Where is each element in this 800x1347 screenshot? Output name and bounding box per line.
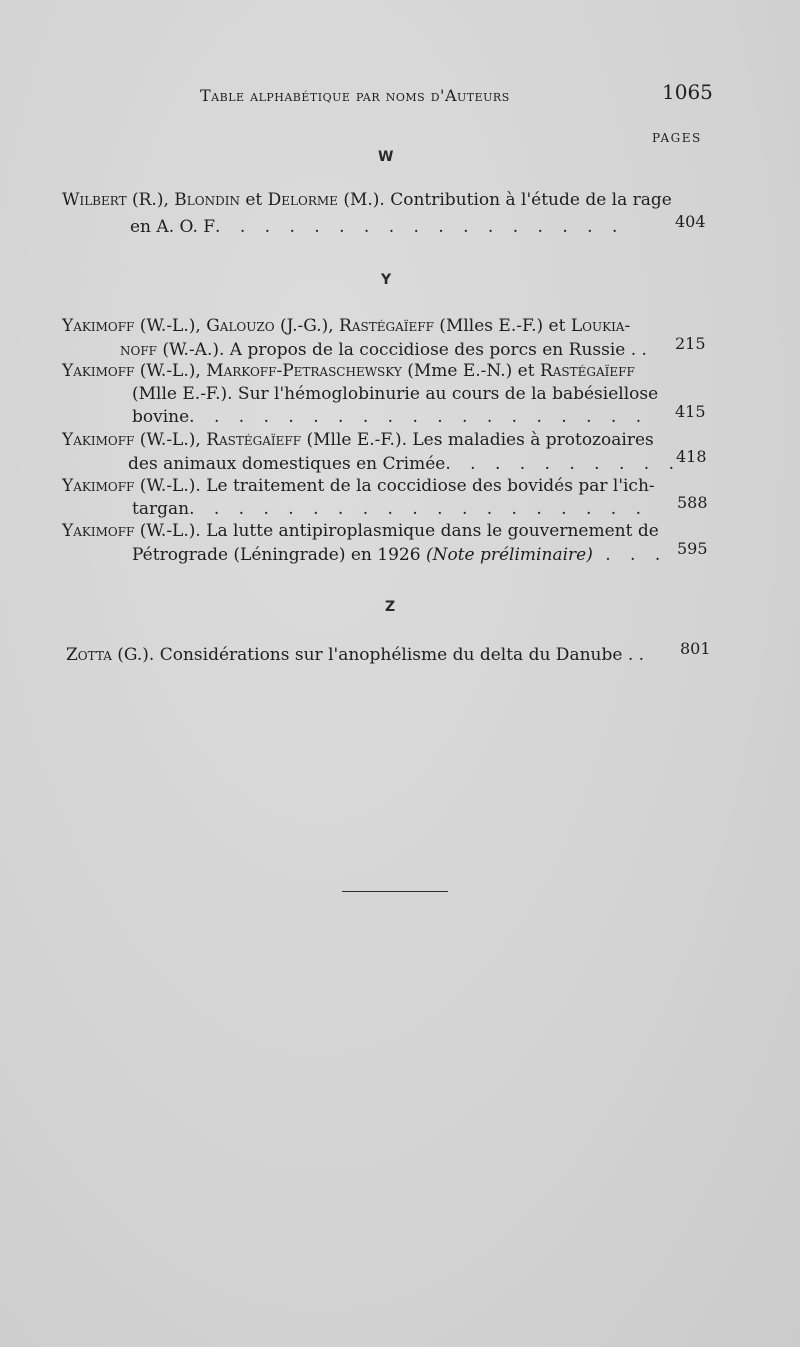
- entry-wilbert-line-1: Wilbert (R.), Blondin et Delorme (M.). Contribution à l'étude de la rage: [62, 190, 672, 210]
- entry-yakimoff-1-page: 215: [675, 334, 706, 353]
- entry-yakimoff-2-line-1: Yakimoff (W.-L.), Markoff-Petraschewsky (Mme E.-N.) et Rastégaïeff: [62, 361, 635, 381]
- page-number: 1065: [662, 80, 713, 104]
- entry-wilbert-page: 404: [675, 212, 706, 231]
- entry-yakimoff-2-page: 415: [675, 402, 706, 421]
- section-letter-z: Z: [385, 599, 396, 615]
- entry-zotta-line-1: Zotta (G.). Considérations sur l'anophélisme du delta du Danube . .: [66, 645, 645, 665]
- section-letter-w: W: [378, 149, 394, 165]
- entry-yakimoff-1-line-1: Yakimoff (W.-L.), Galouzo (J.-G.), Rastégaïeff (Mlles E.-F.) et Loukia-: [62, 316, 631, 336]
- entry-yakimoff-4-line-2: targan. . . . . . . . . . . . . . . . . . .: [132, 499, 649, 519]
- end-rule: [342, 891, 448, 892]
- entry-yakimoff-3-page: 418: [676, 447, 707, 466]
- entry-yakimoff-4-line-1: Yakimoff (W.-L.). Le traitement de la coccidiose des bovidés par l'ich-: [62, 476, 655, 496]
- entry-yakimoff-4-page: 588: [677, 493, 708, 512]
- entry-yakimoff-3-line-2: des animaux domestiques en Crimée. . . . . . . . . .: [128, 454, 682, 474]
- section-letter-y: Y: [381, 272, 392, 288]
- entry-zotta-page: 801: [680, 639, 711, 658]
- entry-wilbert-line-2: en A. O. F. . . . . . . . . . . . . . . . .: [130, 217, 625, 237]
- entry-yakimoff-5-line-1: Yakimoff (W.-L.). La lutte antipiroplasmique dans le gouvernement de: [62, 521, 659, 541]
- entry-yakimoff-2-line-2: (Mlle E.-F.). Sur l'hémoglobinurie au cours de la babésiellose: [132, 384, 659, 404]
- entry-yakimoff-2-line-3: bovine. . . . . . . . . . . . . . . . . . .: [132, 407, 649, 427]
- entry-yakimoff-3-line-1: Yakimoff (W.-L.), Rastégaïeff (Mlle E.-F.). Les maladies à protozoaires: [62, 430, 654, 450]
- entry-yakimoff-5-line-2: Pétrograde (Léningrade) en 1926 (Note préliminaire) . . .: [132, 545, 668, 565]
- running-title: Table alphabétique par noms d'Auteurs: [200, 86, 510, 105]
- entry-yakimoff-1-line-2: noff (W.-A.). A propos de la coccidiose des porcs en Russie . .: [120, 340, 647, 360]
- pages-column-label: PAGES: [652, 131, 702, 145]
- entry-yakimoff-5-page: 595: [677, 539, 708, 558]
